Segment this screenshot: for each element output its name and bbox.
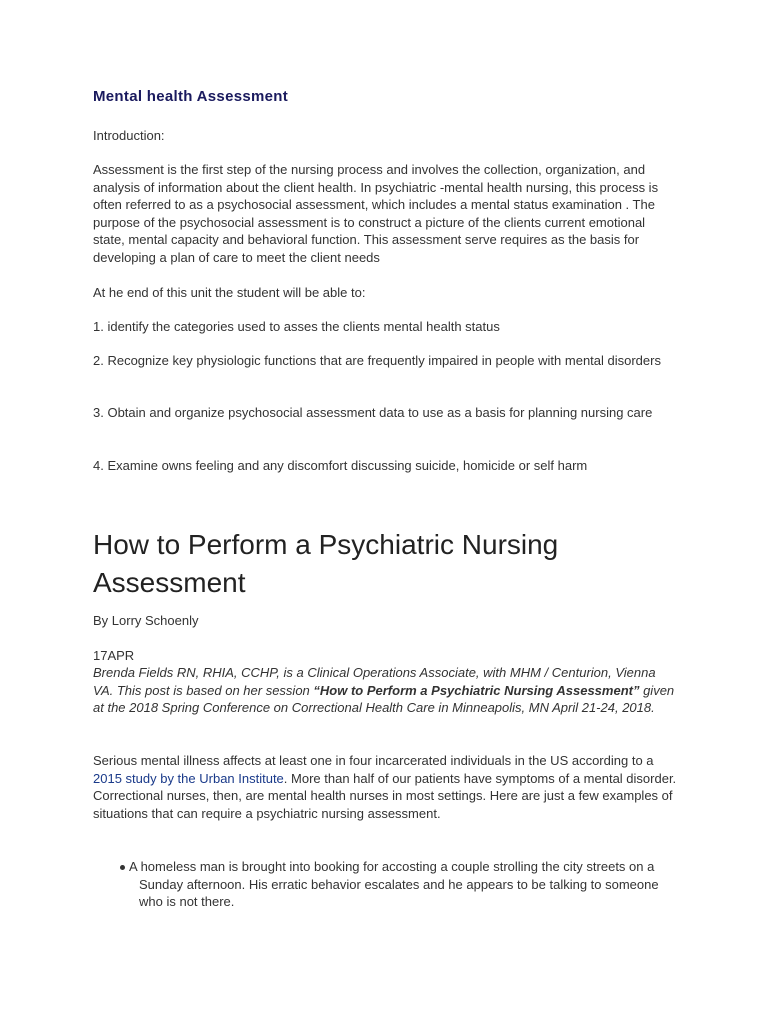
bullet-dot-icon (120, 865, 125, 870)
intro-paragraph: Assessment is the first step of the nursing process and involves the collection, organization, and analysis of information about the client health. In psychiatric -mental health nursing, this process is often referred to as a psychosocial assessment, which includes a mental status examination . The purpose of the psychosocial assessment is to construct a picture of the clients current emotional state, mental capacity and behavioral function. This assessment serve requires as the basis for developing a plan of care to meet the client needs (93, 162, 659, 265)
objective-item-3: 3. Obtain and organize psychosocial assessment data to use as a basis for planning nursing care (93, 405, 653, 420)
urban-institute-study-link[interactable]: 2015 study by the Urban Institute (93, 770, 284, 786)
author-note-text-2: given at the 2018 Spring Conference on Correctional Health Care in Minneapolis, MN April 21-24, 2018. (93, 682, 675, 716)
section-title: Mental health Assessment (93, 88, 289, 105)
article-title: How to Perform a Psychiatric Nursing Assessment (93, 529, 559, 598)
body-text-1: Serious mental illness affects at least one in four incarcerated individuals in the US according to a (93, 753, 654, 768)
objectives-intro: At he end of this unit the student will be able to: (93, 285, 366, 300)
article-date: 17APR (93, 648, 135, 663)
article-author-note (93, 664, 678, 717)
body-text-2: . More than half of our patients have symptoms of a mental disorder. Correctional nurses, then, are mental health nurses in most settings. Here are just a few examples of situations that can require a psychiatric nursing assessment. (93, 770, 677, 821)
situation-list (93, 858, 678, 911)
objective-item-4: 4. Examine owns feeling and any discomfort discussing suicide, homicide or self harm (93, 458, 588, 473)
article-body-paragraph (93, 752, 678, 822)
intro-label: Introduction: (93, 128, 165, 143)
objective-item-1: 1. identify the categories used to asses the clients mental health status (93, 319, 500, 334)
author-note-text-1: Brenda Fields RN, RHIA, CCHP, is a Clinical Operations Associate, with MHM / Centurion, Vienna VA. This post is based on her session (93, 665, 656, 698)
objective-item-2: 2. Recognize key physiologic functions that are frequently impaired in people with mental disorders (93, 353, 661, 368)
list-item-text: A homeless man is brought into booking for accosting a couple strolling the city streets on a Sunday afternoon. His erratic behavior escalates and he appears to be talking to someone who is not there. (129, 859, 659, 910)
list-item (93, 858, 678, 911)
article-byline: By Lorry Schoenly (93, 613, 199, 628)
author-note-session-title: “How to Perform a Psychiatric Nursing Assessment” (313, 682, 640, 698)
